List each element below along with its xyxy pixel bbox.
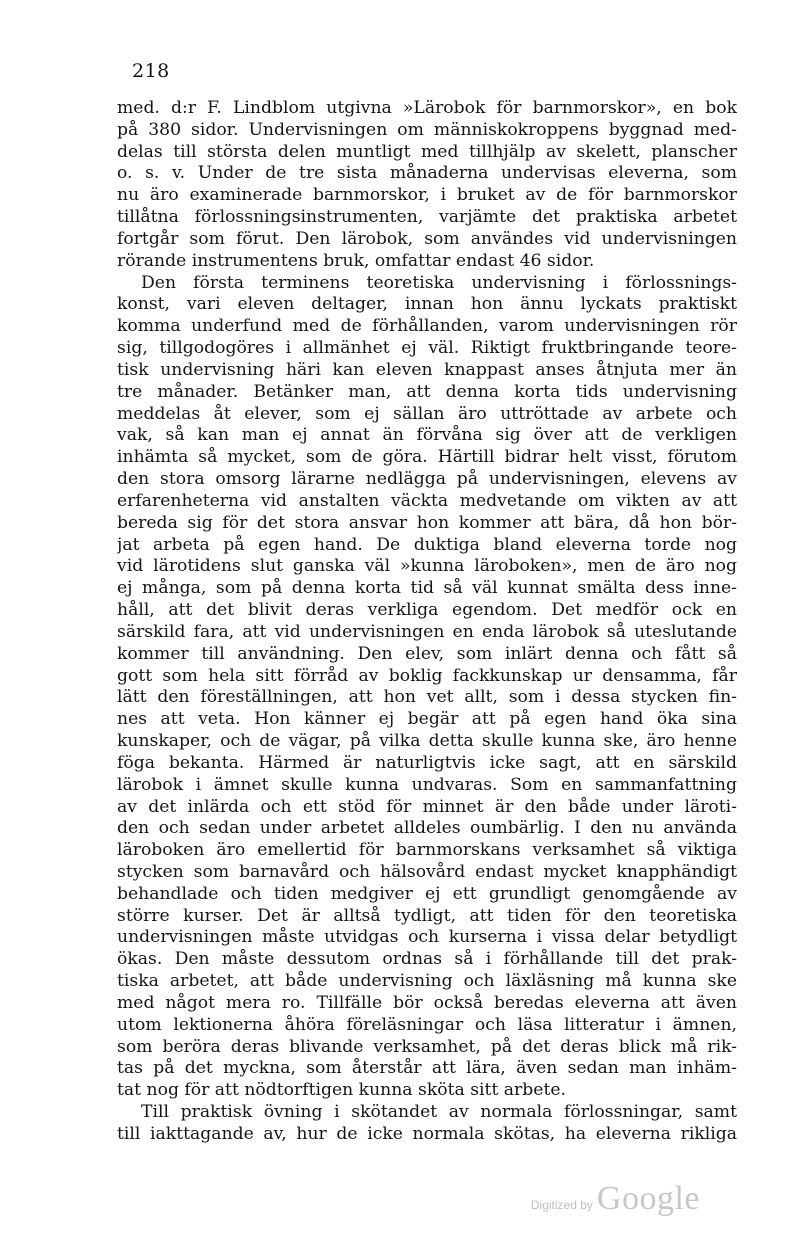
text-line: med något mera ro. Tillfälle bör också beredas eleverna att även — [117, 992, 737, 1013]
text-line: erfarenheterna vid anstalten väckta medvetande om vikten av att — [117, 490, 737, 511]
text-line: kommer till användning. Den elev, som inlärt denna och fått så — [117, 643, 737, 664]
text-line: tat nog för att nödtorftigen kunna sköta sitt arbete. — [117, 1080, 566, 1101]
text-line: bereda sig för det stora ansvar hon kommer att bära, då hon bör- — [117, 512, 737, 533]
text-line: utom lektionerna åhöra föreläsningar och läsa litteratur i ämnen, — [117, 1014, 737, 1035]
text-line: håll, att det blivit deras verkliga egendom. Det medför ock en — [117, 600, 737, 621]
text-line: nes att veta. Hon känner ej begär att på egen hand öka sina — [117, 709, 737, 730]
text-line: delas till största delen muntligt med tillhjälp av skelett, planscher — [117, 141, 737, 162]
google-logo: Google — [596, 1180, 700, 1217]
text-line: med. d:r F. Lindblom utgivna »Lärobok för barnmorskor», en bok — [117, 98, 737, 118]
page-number: 218 — [132, 60, 170, 82]
text-line: ej många, som på denna korta tid så väl kunnat smälta dess inne- — [117, 578, 737, 599]
text-line: vid lärotidens slut ganska väl »kunna läroboken», men de äro nog — [117, 556, 737, 577]
text-line: tillåtna förlossningsinstrumenten, varjämte det praktiska arbetet — [117, 207, 737, 228]
text-line: inhämta så mycket, som de göra. Härtill bidrar helt visst, förutom — [117, 447, 737, 468]
text-line: tisk undervisning häri kan eleven knappast anses åtnjuta mer än — [117, 359, 737, 380]
text-line: o. s. v. Under de tre sista månaderna undervisas eleverna, som — [117, 163, 737, 184]
text-line: undervisningen måste utvidgas och kurserna i vissa delar betydligt — [117, 927, 737, 948]
text-line: på 380 sidor. Undervisningen om människokroppens byggnad med- — [117, 119, 737, 140]
text-line: fortgår som förut. Den lärobok, som användes vid undervisningen — [117, 228, 737, 249]
text-line: kunskaper, och de vägar, på vilka detta skulle kunna ske, äro henne — [117, 731, 737, 752]
text-line: Till praktisk övning i skötandet av normala förlossningar, samt — [141, 1102, 737, 1123]
text-line: lärobok i ämnet skulle kunna undvaras. Som en sammanfattning — [117, 774, 737, 795]
text-line: behandlade och tiden medgiver ej ett grundligt genomgående av — [117, 883, 737, 904]
text-line: av det inlärda och ett stöd för minnet är den både under läroti- — [117, 796, 737, 817]
text-line: ökas. Den måste dessutom ordnas så i förhållande till det prak- — [117, 949, 737, 970]
text-line: tre månader. Betänker man, att denna korta tids undervisning — [117, 381, 737, 402]
text-line: tiska arbetet, att både undervisning och läxläsning må kunna ske — [117, 971, 737, 992]
text-line: nu äro examinerade barnmorskor, i bruket av de för barnmorskor — [117, 185, 737, 206]
text-line: läroboken äro emellertid för barnmorskans verksamhet så viktiga — [117, 840, 737, 861]
text-line: större kurser. Det är alltså tydligt, att tiden för den teoretiska — [117, 905, 737, 926]
text-line: jat arbeta på egen hand. De duktiga bland eleverna torde nog — [117, 534, 737, 555]
text-line: Den första terminens teoretiska undervisning i förlossnings- — [141, 272, 737, 293]
text-line: den stora omsorg lärarne nedlägga på undervisningen, elevens av — [117, 469, 737, 490]
text-line: vak, så kan man ej annat än förvåna sig över att de verkligen — [117, 425, 737, 446]
text-line: föga bekanta. Härmed är naturligtvis icke sagt, att en särskild — [117, 752, 737, 773]
digitized-by-google-watermark — [531, 1180, 700, 1218]
text-line: konst, vari eleven deltager, innan hon ännu lyckats praktiskt — [117, 294, 737, 315]
text-line: meddelas åt elever, som ej sällan äro uttröttade av arbete och — [117, 403, 737, 424]
text-line: gott som hela sitt förråd av boklig fackkunskap ur densamma, får — [117, 665, 737, 686]
text-line: till iakttagande av, hur de icke normala skötas, ha eleverna rikliga — [117, 1123, 737, 1144]
text-line: stycken som barnavård och hälsovård endast mycket knapphändigt — [117, 861, 737, 882]
text-line: som berörа deras blivande verksamhet, på det deras blick må rik- — [117, 1036, 737, 1057]
text-line: den och sedan under arbetet alldeles oumbärlig. I den nu använda — [117, 818, 737, 839]
text-line: sig, tillgodogöres i allmänhet ej väl. Riktigt fruktbringande teore- — [117, 338, 737, 359]
text-line: rörande instrumentens bruk, omfattar endast 46 sidor. — [117, 250, 595, 271]
text-line: komma underfund med de förhållanden, varom undervisningen rör — [117, 316, 737, 337]
text-line: tas på det myckna, som återstår att lära, även sedan man inhäm- — [117, 1058, 737, 1079]
body-text — [117, 98, 737, 1146]
text-line: särskild fara, att vid undervisningen en enda lärobok så uteslutande — [117, 621, 737, 642]
watermark-prefix: Digitized by — [530, 1198, 593, 1212]
text-line: lätt den föreställningen, att hon vet allt, som i dessa stycken fin- — [117, 687, 737, 708]
